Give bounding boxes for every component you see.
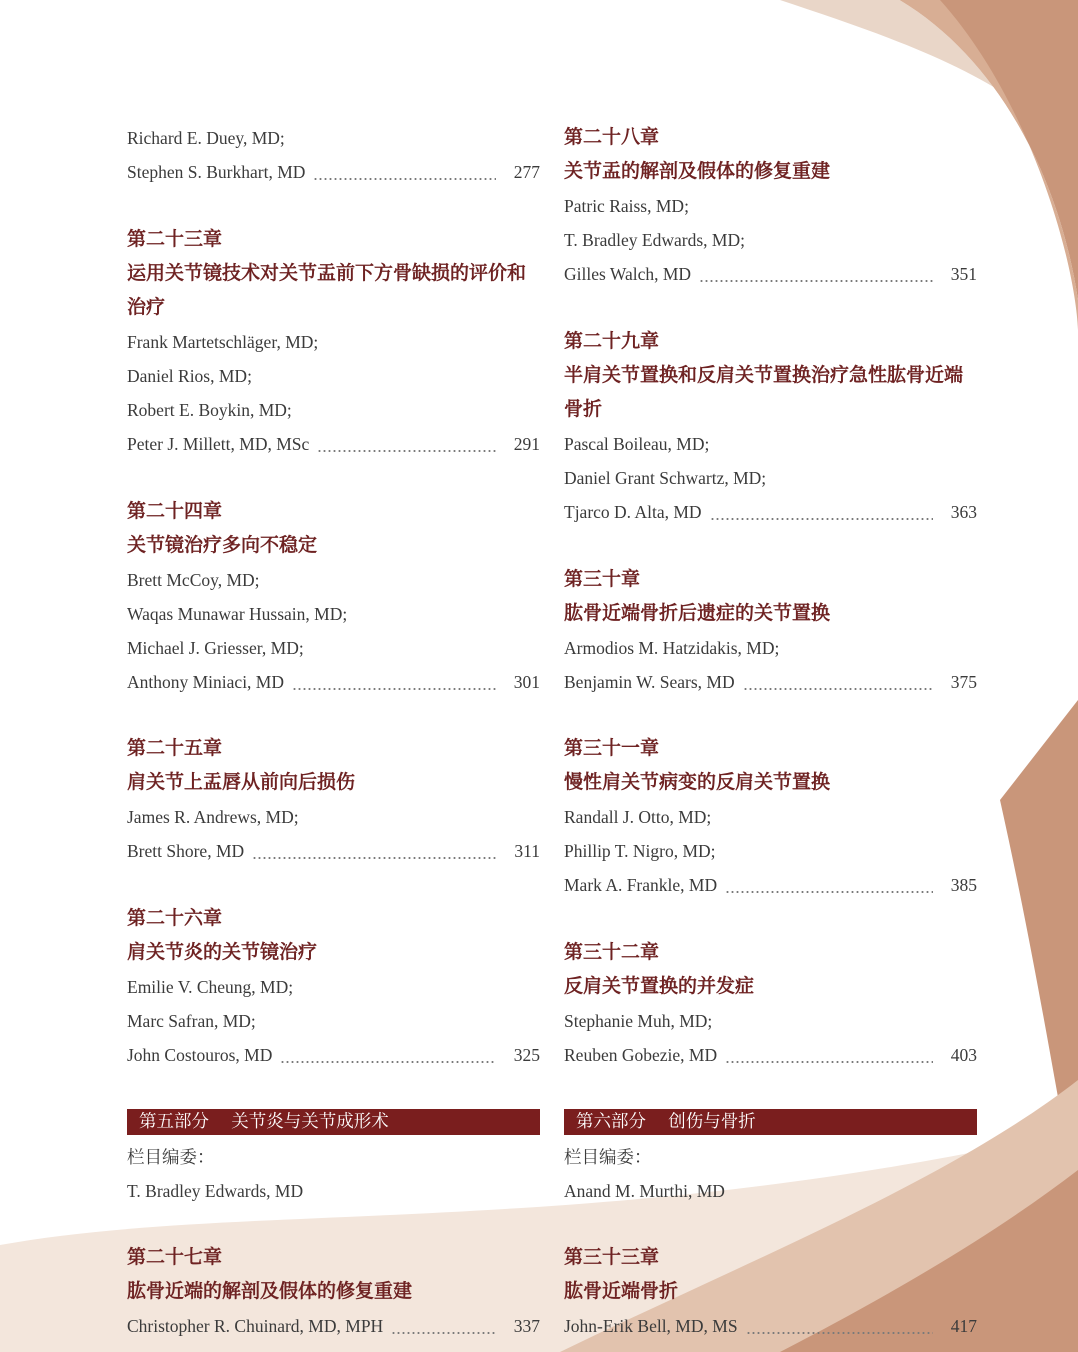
chapter-number: 第二十八章 [564, 127, 660, 148]
toc-entry[interactable] [127, 665, 540, 699]
dot-leader [313, 155, 496, 189]
page-number: 325 [513, 1045, 540, 1065]
toc-entry[interactable] [127, 1038, 540, 1072]
author-name: Stephen S. Burkhart, MD [127, 162, 306, 182]
chapter-title[interactable]: 运用关节镜技术对关节盂前下方骨缺损的评价和 [127, 263, 527, 284]
chapter-title[interactable]: 肱骨近端骨折 [564, 1281, 679, 1302]
dot-leader [725, 1038, 933, 1072]
chapter-title[interactable]: 肩关节上盂唇从前向后损伤 [127, 772, 356, 793]
author-line: Pascal Boileau, MD; [564, 434, 710, 454]
author-line: Stephanie Muh, MD; [564, 1011, 713, 1031]
author-name: Peter J. Millett, MD, MSc [127, 434, 310, 454]
chapter-number: 第二十六章 [127, 908, 223, 929]
toc-entry[interactable] [564, 665, 977, 699]
chapter-number: 第二十九章 [564, 331, 660, 352]
author-line: T. Bradley Edwards, MD; [564, 230, 745, 250]
dot-leader [252, 834, 496, 868]
page-number: 363 [950, 502, 977, 522]
author-name: Anthony Miniaci, MD [127, 672, 285, 692]
page-number: 403 [950, 1045, 977, 1065]
author-line: Daniel Grant Schwartz, MD; [564, 468, 767, 488]
author-line: Daniel Rios, MD; [127, 366, 252, 386]
dot-leader [710, 495, 933, 529]
toc-entry[interactable] [127, 1309, 540, 1343]
dot-leader [317, 427, 496, 461]
chapter-number: 第三十一章 [564, 738, 660, 759]
chapter-title-continued[interactable]: 骨折 [564, 399, 603, 420]
chapter-number: 第三十三章 [564, 1247, 660, 1268]
toc-entry[interactable] [127, 834, 540, 868]
toc-entry[interactable] [127, 155, 540, 189]
dot-leader [292, 665, 496, 699]
author-name: Tjarco D. Alta, MD [564, 502, 702, 522]
section-editor-name: T. Bradley Edwards, MD [127, 1181, 304, 1201]
author-name: Reuben Gobezie, MD [564, 1045, 718, 1065]
toc-entry[interactable] [564, 495, 977, 529]
dot-leader [746, 1309, 933, 1343]
author-line: Richard E. Duey, MD; [127, 128, 285, 148]
chapter-title[interactable]: 肱骨近端骨折后遗症的关节置换 [564, 603, 831, 624]
chapter-number: 第二十五章 [127, 738, 223, 759]
chapter-number: 第二十七章 [127, 1247, 223, 1268]
chapter-number: 第三十章 [564, 569, 641, 590]
page-number: 291 [513, 434, 540, 454]
dot-leader [699, 257, 933, 291]
author-line: Robert E. Boykin, MD; [127, 400, 292, 420]
page-number: 337 [513, 1316, 540, 1336]
author-line: Emilie V. Cheung, MD; [127, 977, 294, 997]
author-name: Christopher R. Chuinard, MD, MPH [127, 1316, 384, 1336]
author-line: Marc Safran, MD; [127, 1011, 256, 1031]
author-line: Frank Martetschläger, MD; [127, 332, 319, 352]
chapter-title[interactable]: 关节镜治疗多向不稳定 [127, 535, 318, 556]
author-line: Phillip T. Nigro, MD; [564, 841, 716, 861]
toc-entry[interactable] [564, 868, 977, 902]
dot-leader [743, 665, 933, 699]
author-line: Brett McCoy, MD; [127, 570, 260, 590]
author-name: John-Erik Bell, MD, MS [564, 1316, 738, 1336]
dot-leader [391, 1309, 496, 1343]
part-header-bar: 第五部分 关节炎与关节成形术 [127, 1109, 540, 1135]
author-name: Gilles Walch, MD [564, 264, 692, 284]
toc-entry[interactable] [564, 257, 977, 291]
dot-leader [280, 1038, 496, 1072]
page-number: 311 [514, 841, 540, 861]
author-line: Michael J. Griesser, MD; [127, 638, 304, 658]
chapter-number: 第二十三章 [127, 229, 223, 250]
author-line: Randall J. Otto, MD; [564, 807, 712, 827]
section-editor-name: Anand M. Murthi, MD [564, 1181, 725, 1201]
chapter-title[interactable]: 半肩关节置换和反肩关节置换治疗急性肱骨近端 [564, 365, 964, 386]
chapter-title[interactable]: 关节盂的解剖及假体的修复重建 [564, 161, 831, 182]
author-name: Benjamin W. Sears, MD [564, 672, 735, 692]
author-line: Patric Raiss, MD; [564, 196, 689, 216]
part-header-bar: 第六部分 创伤与骨折 [564, 1109, 977, 1135]
page-number: 301 [513, 672, 540, 692]
chapter-title-continued[interactable]: 治疗 [127, 297, 166, 318]
author-name: Brett Shore, MD [127, 841, 245, 861]
page-number: 351 [950, 264, 977, 284]
page-number: 417 [950, 1316, 977, 1336]
toc-entry[interactable] [564, 1309, 977, 1343]
section-editor-label: 栏目编委： [564, 1147, 652, 1167]
section-editor-label: 栏目编委： [127, 1147, 215, 1167]
chapter-number: 第二十四章 [127, 501, 223, 522]
page-number: 375 [950, 672, 977, 692]
author-line: Armodios M. Hatzidakis, MD; [564, 638, 780, 658]
author-line: Waqas Munawar Hussain, MD; [127, 604, 348, 624]
chapter-title[interactable]: 慢性肩关节病变的反肩关节置换 [564, 772, 831, 793]
page-number: 277 [513, 162, 540, 182]
author-name: Mark A. Frankle, MD [564, 875, 718, 895]
dot-leader [725, 868, 933, 902]
toc-entry[interactable] [564, 1038, 977, 1072]
author-name: John Costouros, MD [127, 1045, 273, 1065]
author-line: James R. Andrews, MD; [127, 807, 299, 827]
chapter-title[interactable]: 反肩关节置换的并发症 [564, 976, 755, 997]
chapter-title[interactable]: 肱骨近端的解剖及假体的修复重建 [127, 1281, 413, 1302]
chapter-title[interactable]: 肩关节炎的关节镜治疗 [127, 942, 318, 963]
page-number: 385 [950, 875, 977, 895]
toc-entry[interactable] [127, 427, 540, 461]
chapter-number: 第三十二章 [564, 942, 660, 963]
